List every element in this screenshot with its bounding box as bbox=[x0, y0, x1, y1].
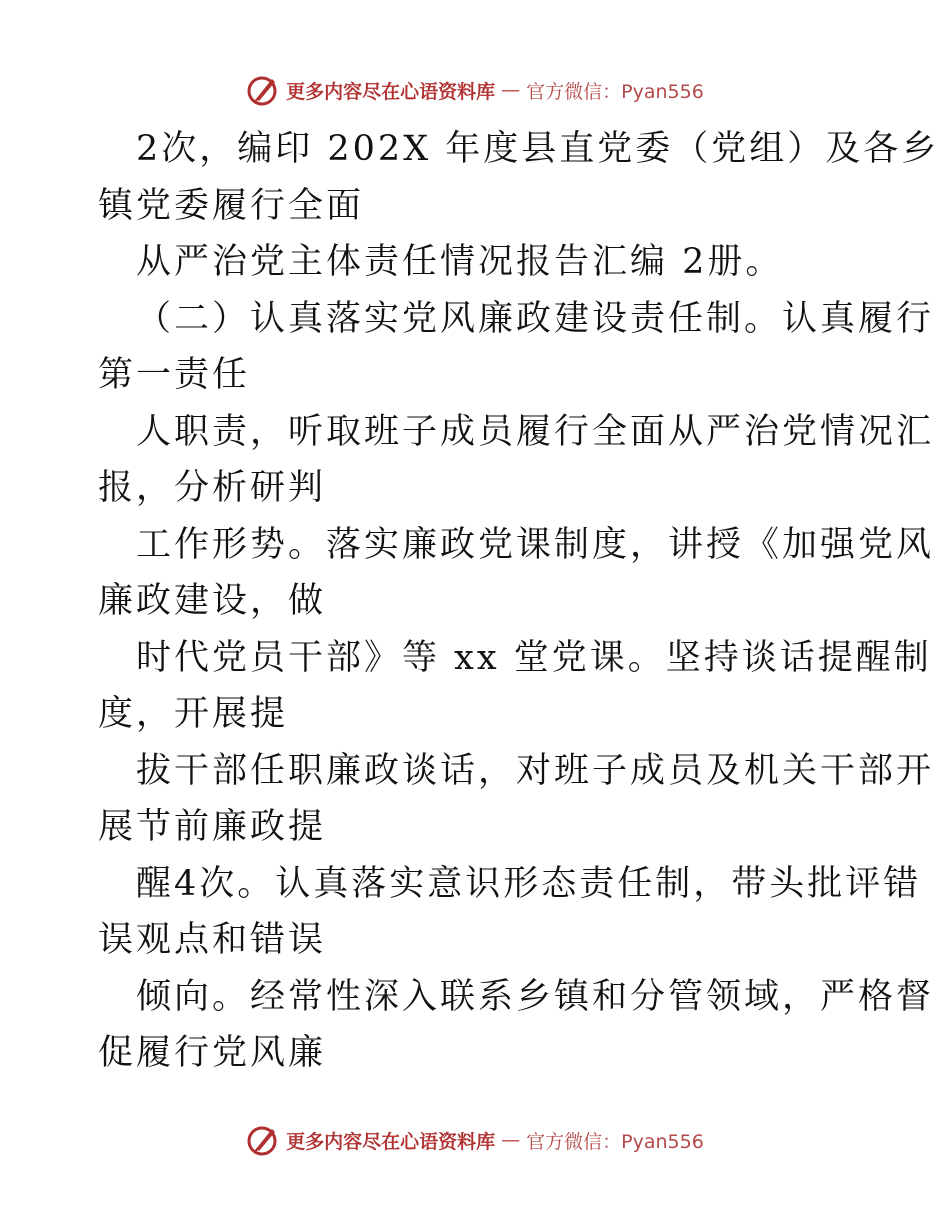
body-line: 镇党委履行全面 bbox=[98, 185, 365, 226]
body-line: （二）认真落实党风廉政建设责任制。认真履行 bbox=[136, 298, 935, 339]
body-line: 展节前廉政提 bbox=[98, 807, 327, 847]
quill-pen-logo-icon bbox=[246, 73, 280, 107]
body-line: 2次，编印 202X 年度县直党委（党组）及各乡 bbox=[136, 129, 940, 169]
document-body bbox=[98, 121, 940, 1082]
watermark-separator: — bbox=[501, 1129, 521, 1151]
body-line: 工作形势。落实廉政党课制度，讲授《加强党风 bbox=[136, 524, 935, 565]
body-line: 第一责任 bbox=[98, 355, 251, 395]
body-line: 时代党员干部》等 xx 堂党课。坚持谈话提醒制 bbox=[136, 637, 932, 678]
body-line: 廉政建设，做 bbox=[98, 581, 327, 621]
body-line: 人职责，听取班子成员履行全面从严治党情况汇 bbox=[136, 411, 935, 452]
body-line: 从严治党主体责任情况报告汇编 2册。 bbox=[136, 242, 784, 282]
quill-pen-logo-icon bbox=[246, 1123, 280, 1157]
body-line: 拔干部任职廉政谈话，对班子成员及机关干部开 bbox=[136, 750, 935, 791]
watermark-brand-text: 更多内容尽在心语资料库 bbox=[286, 1130, 496, 1153]
body-line: 倾向。经常性深入联系乡镇和分管领域，严格督 bbox=[136, 976, 935, 1017]
body-line: 促履行党风廉 bbox=[98, 1033, 327, 1073]
footer-watermark bbox=[0, 1120, 950, 1160]
watermark-wechat-text: 官方微信：Pyan556 bbox=[526, 1130, 704, 1153]
header-watermark bbox=[0, 70, 950, 110]
watermark-separator: — bbox=[501, 79, 521, 101]
body-line: 误观点和错误 bbox=[98, 920, 327, 960]
body-line: 报，分析研判 bbox=[98, 468, 327, 508]
watermark-wechat-text: 官方微信：Pyan556 bbox=[526, 80, 704, 103]
watermark-brand-text: 更多内容尽在心语资料库 bbox=[286, 80, 496, 103]
body-line: 醒4次。认真落实意识形态责任制，带头批评错 bbox=[136, 863, 922, 904]
body-line: 度，开展提 bbox=[98, 694, 289, 734]
